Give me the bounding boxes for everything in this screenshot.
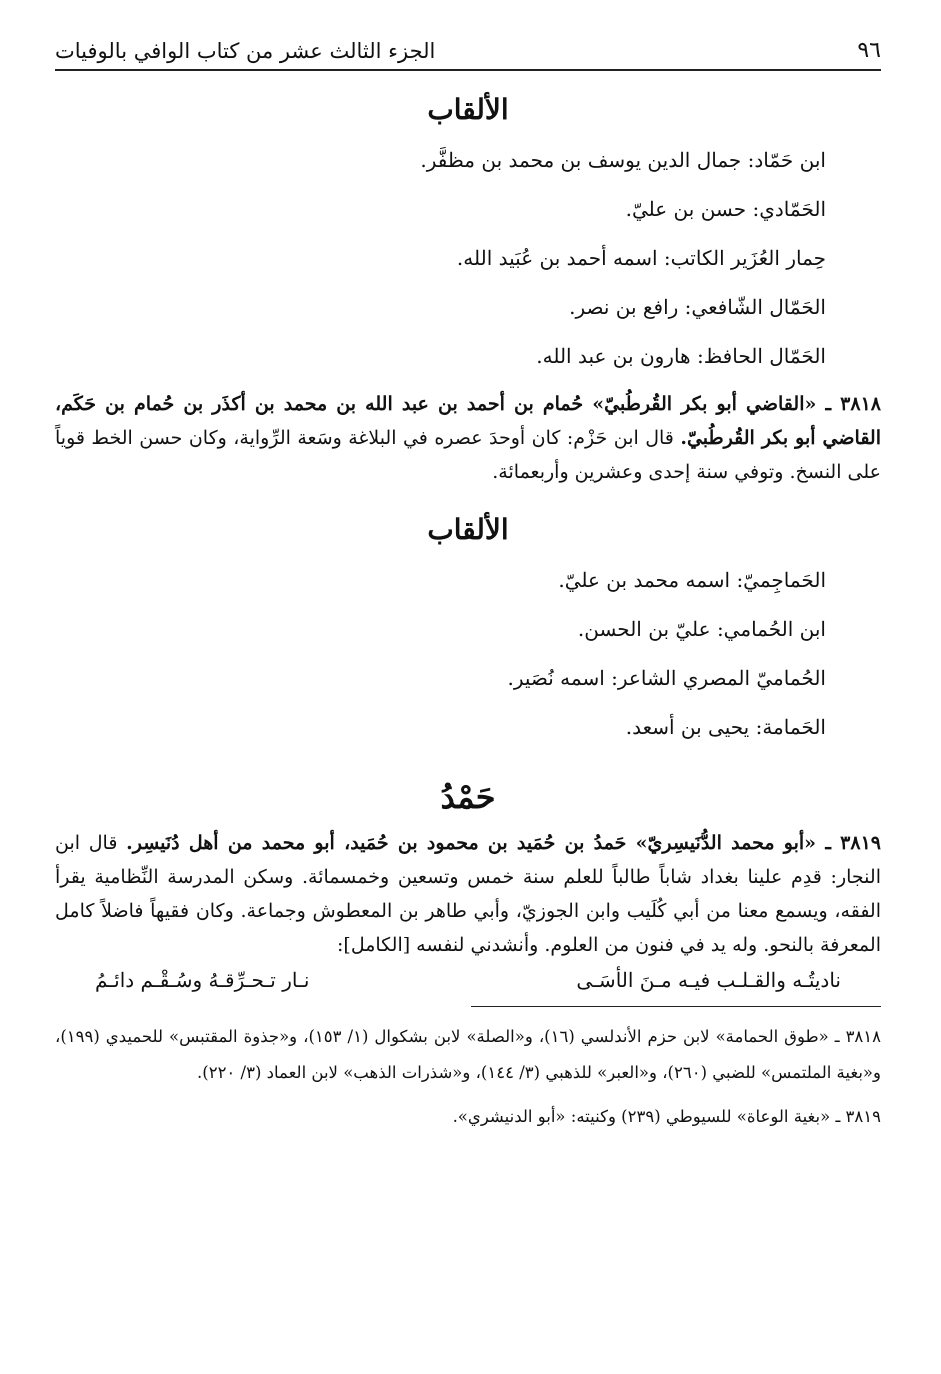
entry-text: قال ابن حَزْم: كان أوحدَ عصره في البلاغة وسَعة الرِّواية، وكان حسن الخط قوياً على النسخ. وتوفي سنة إحدى وعشرين وأربعمائة. <box>55 427 881 483</box>
verse-second-hemistich: نـار تـحـرِّقـهُ وسُـقْـم دائـمُ <box>95 968 310 992</box>
page-number: ٩٦ <box>857 38 881 63</box>
entry-header: ٣٨١٩ ـ «أبو محمد الدُّنَيسِريّ» حَمدُ بن حُمَيد بن محمود بن حُمَيد، أبو محمد من أهل دُنَيسِر. <box>126 832 881 854</box>
title-item: الحَمّادي: حسن بن عليّ. <box>625 197 826 221</box>
title-item: الحَمّال الحافظ: هارون بن عبد الله. <box>536 344 826 368</box>
verse-first-hemistich: ناديتُـه والقـلـب فيـه مـنَ الأسَـى <box>576 968 841 992</box>
titles-list-2 <box>55 556 826 752</box>
book-title: الجزء الثالث عشر من كتاب الوافي بالوفيات <box>55 39 436 63</box>
poem-verse <box>95 968 841 992</box>
page-header <box>55 38 881 71</box>
entry-header: ٣٨١٨ ـ «القاضي أبو بكر القُرطُبيّ» حُمام بن أحمد بن عبد الله بن محمد بن أكذَر بن حُمام بن حَكَم، القاضي أبو بكر القُرطُبيّ. <box>55 393 881 449</box>
section-heading-hamd: حَمْدُ <box>440 778 496 816</box>
section-heading-alqab-1: الألقاب <box>427 93 509 126</box>
footnote-3819: ٣٨١٩ ـ «بغية الوعاة» للسيوطي (٢٣٩) وكنيته: «أبو الدنيشري». <box>452 1107 881 1126</box>
title-item: الحُماميّ المصري الشاعر: اسمه نُصَير. <box>507 666 826 690</box>
section-heading-alqab-2: الألقاب <box>427 513 509 546</box>
title-item: الحَماجِميّ: اسمه محمد بن عليّ. <box>558 568 826 592</box>
title-item: حِمار العُزَير الكاتب: اسمه أحمد بن عُبَيد الله. <box>456 246 826 270</box>
title-item: الحَمّال الشّافعي: رافع بن نصر. <box>569 295 826 319</box>
entry-text: قال ابن النجار: قدِم علينا بغداد شاباً طالباً للعلم سنة خمس وتسعين وخمسمائة. وسكن المدرسة النِّظامية يقرأ الفقه، ويسمع معنا من أبي كُلَيب وابن الجوزيّ، وأبي طاهر بن المعطوش وجماعة. وكان فقيهاً فاضلاً كامل المعرفة بالنحو. وله يد في فنون من العلوم. وأنشدني لنفسه [الكامل]: <box>55 832 881 956</box>
biography-entry-3819 <box>55 826 881 962</box>
title-item: الحَمامة: يحيى بن أسعد. <box>625 715 826 739</box>
title-item: ابن الحُمامي: عليّ بن الحسن. <box>577 617 826 641</box>
title-item: ابن حَمّاد: جمال الدين يوسف بن محمد بن مظفَّر. <box>420 148 826 172</box>
footnote-divider <box>471 1006 881 1007</box>
biography-entry-3818 <box>55 387 881 489</box>
titles-list-1 <box>55 136 826 381</box>
footnote-3818: ٣٨١٨ ـ «طوق الحمامة» لابن حزم الأندلسي (١٦)، و«الصلة» لابن بشكوال (١/ ١٥٣)، و«جذوة المقتبس» للحميدي (١٩٩)، و«بغية الملتمس» للضبي (٢٦٠)، و«العبر» للذهبي (٣/ ١٤٤)، و«شذرات الذهب» لابن العماد (٣/ ٢٢٠). <box>55 1027 882 1082</box>
